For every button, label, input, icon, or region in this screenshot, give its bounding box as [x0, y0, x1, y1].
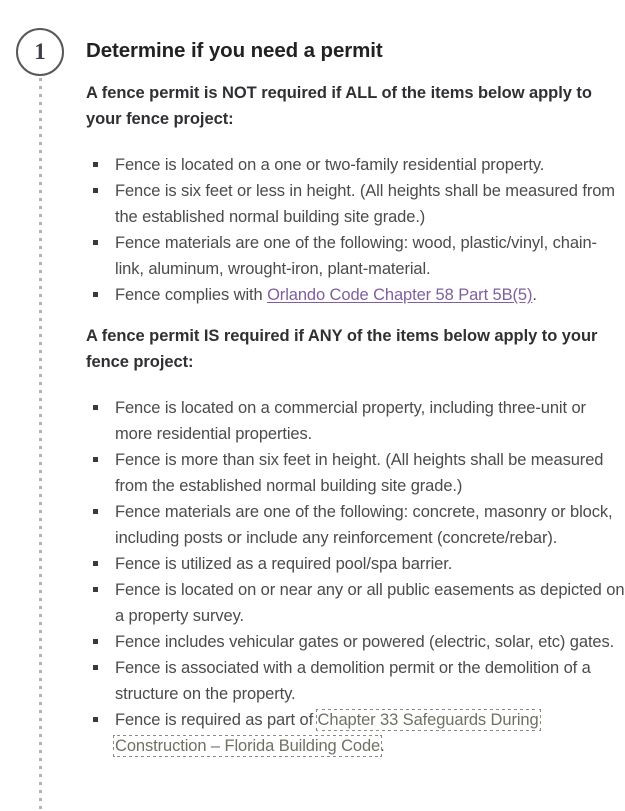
list-item	[86, 577, 625, 629]
chapter-33-link[interactable]: Chapter 33 Safeguards During Construction – Florida Building Code	[115, 711, 539, 755]
is-required-lead: A fence permit IS required if ANY of the items below apply to your fence project:	[86, 327, 598, 371]
list-item	[86, 230, 625, 282]
list-item	[86, 707, 625, 759]
list-item-text: Fence is located on or near any or all public easements as depicted on a property survey.	[115, 581, 625, 625]
list-item	[86, 447, 625, 499]
list-item	[86, 282, 625, 308]
step-number-badge	[16, 28, 64, 76]
list-item	[86, 655, 625, 707]
not-required-lead: A fence permit is NOT required if ALL of the items below apply to your fence project:	[86, 84, 592, 128]
not-required-list	[86, 132, 625, 308]
step-rail	[0, 0, 80, 811]
list-item	[86, 499, 625, 551]
step-number-label: 1	[34, 39, 46, 64]
step-content	[86, 0, 625, 759]
page-title: Determine if you need a permit	[86, 39, 383, 62]
list-item-text: Fence is utilized as a required pool/spa barrier.	[115, 555, 453, 573]
list-item-text-after: .	[380, 737, 385, 755]
list-item-text: Fence is six feet or less in height. (All heights shall be measured from the established normal building site grade.)	[115, 182, 615, 226]
list-item-text: Fence is more than six feet in height. (All heights shall be measured from the established normal building site grade.)	[115, 451, 604, 495]
list-item-text-after: .	[532, 286, 537, 304]
list-item-text: Fence is associated with a demolition permit or the demolition of a structure on the property.	[115, 659, 591, 703]
list-item-text: Fence includes vehicular gates or powered (electric, solar, etc) gates.	[115, 633, 615, 651]
list-item-text: Fence materials are one of the following: wood, plastic/vinyl, chain-link, aluminum, wrought-iron, plant-material.	[115, 234, 597, 278]
list-item	[86, 178, 625, 230]
orlando-code-link[interactable]: Orlando Code Chapter 58 Part 5B(5)	[267, 286, 533, 304]
is-required-list	[86, 375, 625, 759]
list-item	[86, 551, 625, 577]
dotted-connector-line	[39, 78, 42, 811]
list-item-text: Fence is located on a one or two-family residential property.	[115, 156, 545, 174]
list-item-text: Fence materials are one of the following: concrete, masonry or block, including posts or include any reinforcement (concrete/rebar).	[115, 503, 613, 547]
list-item-text-before: Fence is required as part of	[115, 711, 318, 729]
list-item-text-before: Fence complies with	[115, 286, 268, 304]
list-item	[86, 629, 625, 655]
list-item-text: Fence is located on a commercial property, including three-unit or more residential properties.	[115, 399, 586, 443]
list-item	[86, 395, 625, 447]
list-item	[86, 152, 625, 178]
